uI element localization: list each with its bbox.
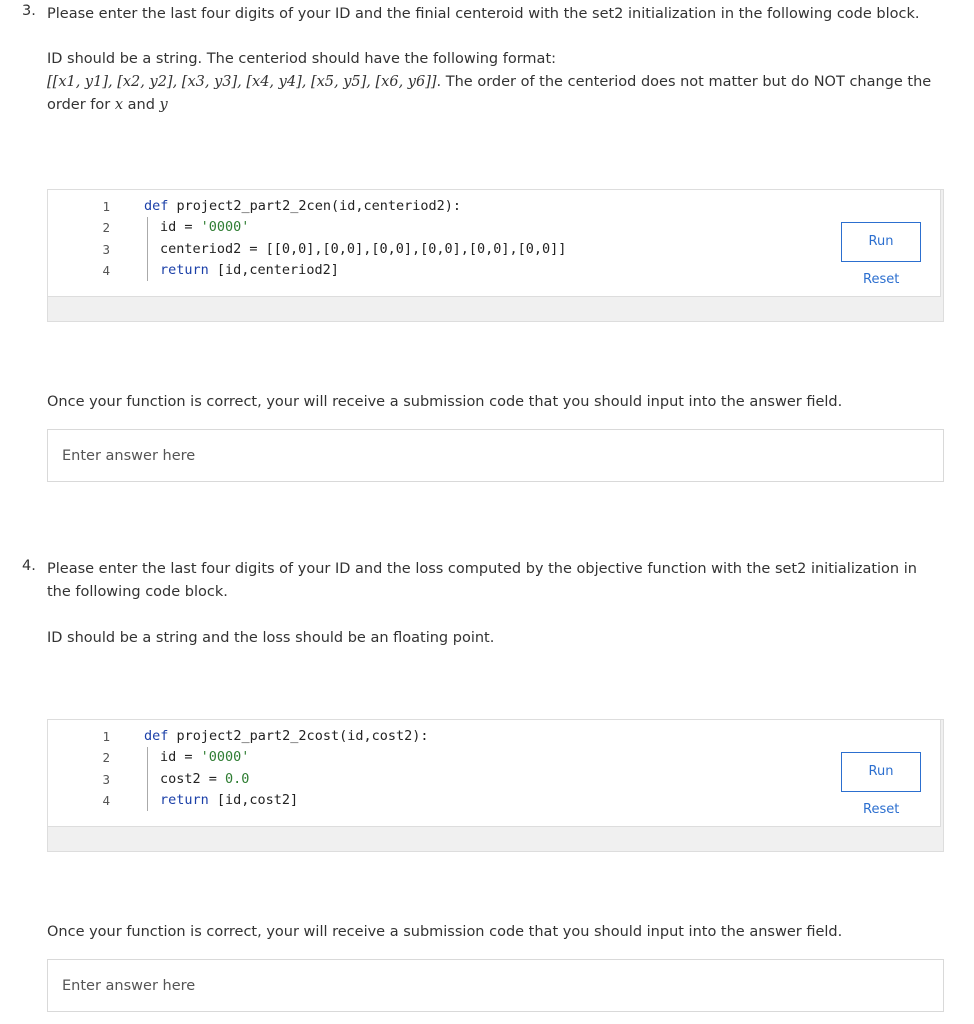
question-4-format-text: ID should be a string and the loss should be an floating point. [47, 630, 495, 646]
code-line-3: centeriod2 = [[0,0],[0,0],[0,0],[0,0],[0,0],[0,0]] [147, 239, 566, 260]
code-text: id = [160, 749, 201, 766]
keyword-return: return [160, 791, 209, 808]
line-number: 1 [102, 729, 110, 744]
reset-link[interactable]: Reset [863, 802, 900, 817]
code-editor-q4 [47, 719, 944, 852]
line-number-gutter [48, 196, 110, 281]
line-number: 2 [102, 220, 110, 236]
order-text: order for [47, 97, 115, 113]
question-3-format-intro: ID should be a string. The centeriod should have the following format: [47, 51, 557, 67]
code-text: project2_part2_2cost(id,cost2): [168, 728, 429, 744]
code-line-1 [144, 726, 428, 747]
code-lines[interactable] [144, 726, 428, 811]
line-number-gutter [48, 726, 110, 811]
code-editor-q3 [47, 189, 944, 322]
question-3-order-line [47, 94, 947, 117]
order-and-text: and [123, 97, 160, 113]
string-literal: '0000' [200, 219, 250, 236]
keyword-def: def [144, 728, 169, 744]
keyword-def: def [144, 198, 169, 214]
code-line-4 [147, 790, 428, 811]
run-button[interactable]: Run [841, 222, 921, 262]
math-var-x: x [114, 97, 124, 113]
code-area-q3[interactable] [48, 190, 941, 297]
code-lines[interactable] [144, 196, 566, 281]
line-number: 4 [102, 262, 110, 278]
question-3-format-line [47, 71, 947, 94]
centroid-format-math: [[x1, y1], [x2, y2], [x3, y3], [x4, y4], [x5, y5], [x6, y6]] [47, 74, 437, 90]
line-number: 4 [102, 792, 110, 808]
code-text: cost2 = [160, 770, 226, 787]
question-4-prompt-line-2: the following code block. [47, 584, 228, 600]
line-number: 3 [102, 771, 110, 787]
string-literal: '0000' [200, 749, 250, 766]
number-literal: 0.0 [225, 770, 250, 787]
question-3-after-text: Once your function is correct, your will receive a submission code that you should input into the answer field. [47, 394, 843, 410]
code-text: project2_part2_2cen(id,centeriod2): [168, 198, 461, 214]
question-4-number: 4. [22, 558, 36, 574]
code-area-q4[interactable] [48, 720, 941, 827]
run-button[interactable]: Run [841, 752, 921, 792]
code-line-1 [144, 196, 566, 217]
question-3-prompt: Please enter the last four digits of your ID and the finial centeroid with the set2 initialization in the following code block. [47, 6, 920, 22]
code-text: [id,cost2] [208, 791, 299, 808]
math-var-y: y [159, 97, 168, 113]
question-4-prompt-line-1: Please enter the last four digits of your ID and the loss computed by the objective function with the set2 initialization in [47, 561, 917, 577]
code-text: id = [160, 219, 201, 236]
code-line-4 [147, 260, 566, 281]
keyword-return: return [160, 261, 209, 278]
question-4-after-text: Once your function is correct, your will receive a submission code that you should input into the answer field. [47, 924, 843, 940]
reset-link[interactable]: Reset [863, 272, 900, 287]
code-line-2 [147, 217, 566, 238]
code-text: [id,centeriod2] [208, 261, 339, 278]
question-3-number: 3. [22, 3, 36, 19]
line-number: 3 [102, 241, 110, 257]
code-line-2 [147, 747, 428, 768]
line-number: 2 [102, 750, 110, 766]
line-number: 1 [102, 199, 110, 214]
centroid-format-tail: . The order of the centeriod does not matter but do NOT change the [436, 74, 932, 90]
code-line-3 [147, 769, 428, 790]
answer-input-q4[interactable] [47, 959, 944, 1012]
answer-input-q3[interactable] [47, 429, 944, 482]
